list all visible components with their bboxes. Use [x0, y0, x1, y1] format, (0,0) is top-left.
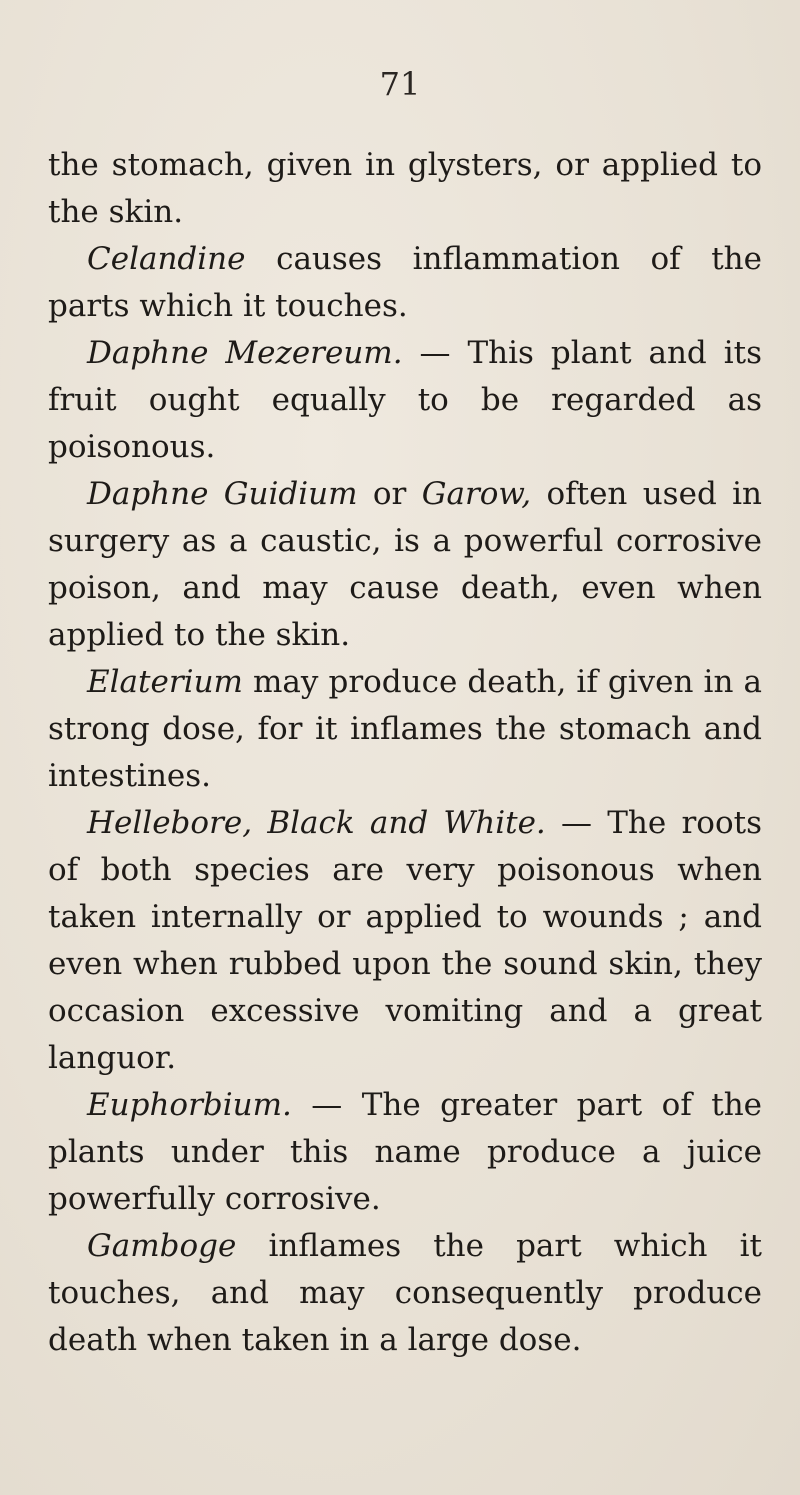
paragraph-text: causes inflammation of the parts which it touches. [48, 241, 762, 324]
term-daphne-guidium: Daphne Guidium [87, 476, 358, 512]
paragraph-text: or [357, 476, 422, 512]
paragraph-daphne-guidium [48, 471, 762, 659]
paragraph-text: often used in surgery as a caustic, is a powerful corrosive poison, and may cause death, even when applied to the skin. [48, 476, 762, 653]
paragraph-text: — The roots of both species are very poisonous when taken internally or applied to wounds ; and even when rubbed upon the sound skin, they occasion excessive vomiting and a great languor. [48, 805, 762, 1076]
paragraph-hellebore [48, 800, 762, 1082]
paragraph-text: the stomach, given in glysters, or applied to the skin. [48, 147, 762, 230]
term-garow: Garow, [421, 476, 532, 512]
term-daphne-mezereum: Daphne Mezereum. [87, 335, 403, 371]
paragraph-daphne-mezereum [48, 330, 762, 471]
term-euphorbium: Euphorbium. [87, 1087, 292, 1123]
paragraph-text: may produce death, if given in a strong dose, for it inflames the stomach and intestines. [48, 664, 762, 794]
term-elaterium: Elaterium [87, 664, 243, 700]
page-number: 71 [379, 65, 421, 103]
paragraph-elaterium [48, 659, 762, 800]
term-hellebore: Hellebore, Black and White. [87, 805, 546, 841]
paragraph-continuation [48, 142, 762, 236]
term-gamboge: Gamboge [87, 1228, 237, 1264]
paragraph-text: — This plant and its fruit ought equally to be regarded as poisonous. [48, 335, 762, 465]
term-celandine: Celandine [87, 241, 246, 277]
paragraph-text: inflames the part which it touches, and may consequently produce death when taken in a large dose. [48, 1228, 762, 1358]
body-text [48, 142, 762, 1364]
paragraph-euphorbium [48, 1082, 762, 1223]
paragraph-text: — The greater part of the plants under this name produce a juice powerfully corrosive. [48, 1087, 762, 1217]
paragraph-celandine [48, 236, 762, 330]
paragraph-gamboge [48, 1223, 762, 1364]
